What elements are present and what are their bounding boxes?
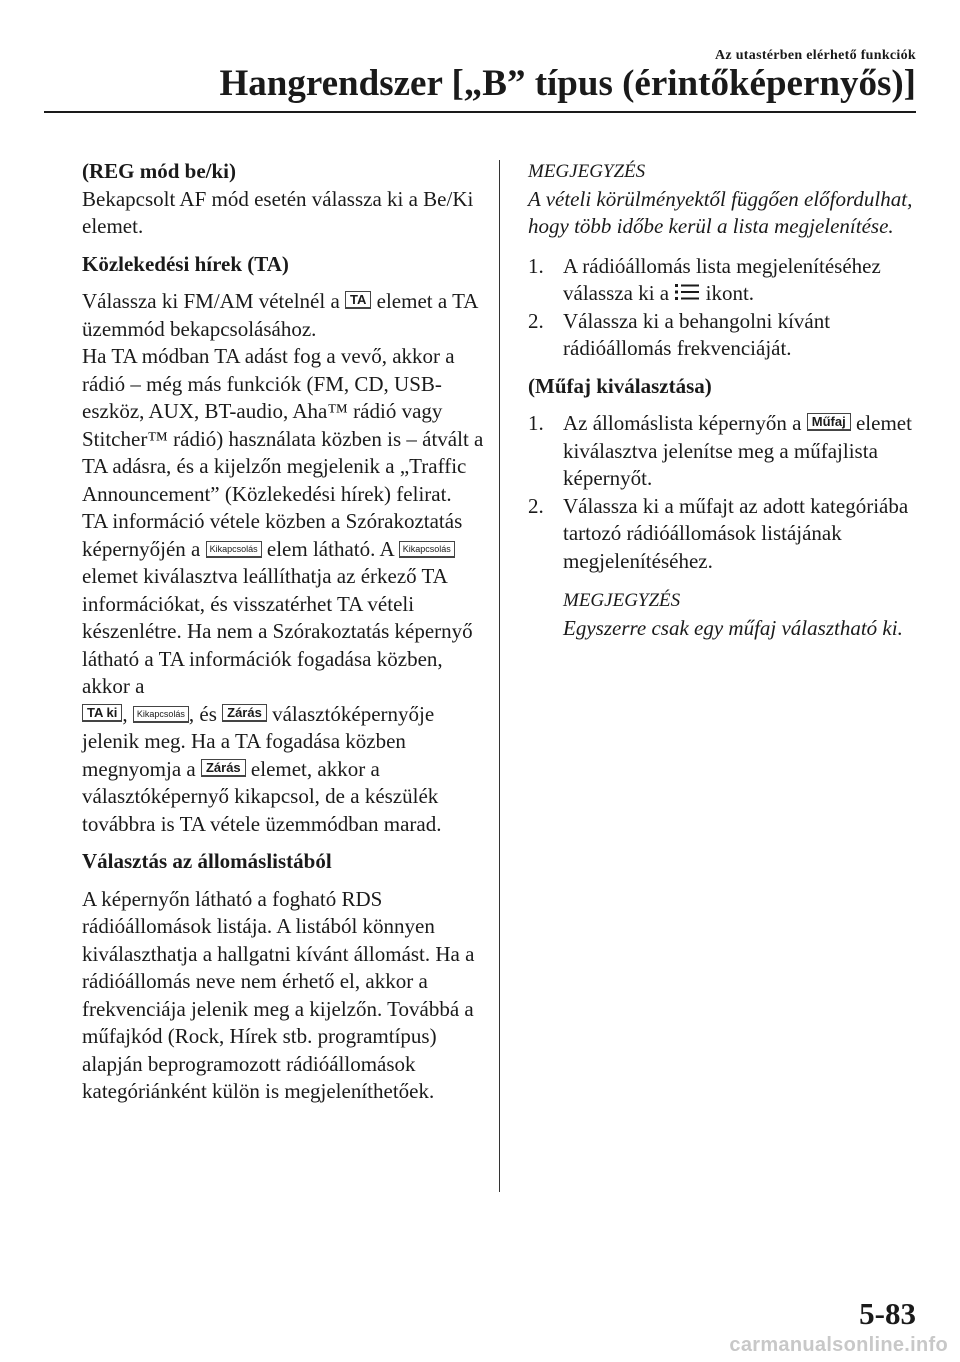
page-number: 5-83 — [859, 1296, 916, 1331]
step-number: 2. — [528, 493, 544, 518]
ta-off-button[interactable]: TA ki — [82, 704, 122, 722]
list-item — [528, 410, 920, 493]
separator: , — [122, 701, 128, 726]
step-number: 2. — [528, 308, 544, 333]
station-list-steps — [528, 253, 920, 363]
left-column — [82, 158, 486, 1106]
header-section-label: Az utastérben elérhető funkciók — [715, 48, 916, 63]
step-text: elemet kiválasztva jelenítse meg a műfajlista képernyőt. — [563, 411, 912, 490]
step-text: Válassza ki a műfajt az adott kategóriába tartozó rádióállomások listájának megjelenítéséhez. — [563, 493, 909, 573]
ta-paragraph-3 — [82, 508, 486, 838]
station-list-heading: Választás az állomáslistából — [82, 849, 332, 873]
note-text: A vételi körülményektől függően előfordulhat, hogy több időbe kerül a lista megjelenítése. — [528, 186, 913, 238]
ta-p3-text-a: TA információ vétele közben a Szórakoztatás képernyőjén a — [82, 509, 463, 561]
genre-button[interactable]: Műfaj — [807, 413, 851, 431]
reg-mode-text: Bekapcsolt AF mód esetén válassza ki a Be/Ki elemet. — [82, 186, 474, 238]
note-heading: MEGJEGYZÉS — [528, 161, 646, 182]
right-column — [528, 158, 920, 642]
station-list-text: A képernyőn látható a fogható RDS rádióállomások listája. A listából könnyen kiválaszthatja a hallgatni kívánt állomást. Ha a rádióállomás neve nem érhető el, akkor a frekvenciája jelenik meg a kijelzőn. Továbbá a műfajkód (Rock, Hírek stb. programtípus) alapján beprogramozott rádióállomások kategóriánként külön is megjeleníthetőek. — [82, 886, 475, 1103]
off-button[interactable]: Kikapcsolás — [399, 541, 455, 558]
note-heading: MEGJEGYZÉS — [563, 590, 681, 611]
page-title: Hangrendszer [„B” típus (érintőképernyős)] — [219, 63, 916, 104]
separator: , és — [188, 701, 217, 726]
header-rule — [44, 111, 916, 113]
ta-button[interactable]: TA — [345, 291, 371, 309]
ta-p3-text-c: elemet kiválasztva leállíthatja az érkező TA információkat, és visszatérhet TA vételi készenlétre. Ha nem a Szórakoztatás képernyő látható a TA információk fogadása közben, akkor a — [82, 564, 473, 698]
ta-p3-text-e: elemet, akkor a választóképernyő kikapcsol, de a készülék továbbra is TA vétele üzemmódban marad. — [82, 756, 442, 836]
watermark: carmanualsonline.info — [729, 1334, 948, 1356]
ta-p3-text-b: elem látható. A — [266, 536, 394, 561]
step-text: Válassza ki a behangolni kívánt rádióállomás frekvenciáját. — [563, 308, 831, 360]
list-item — [528, 493, 920, 576]
note-text: Egyszerre csak egy műfaj választható ki. — [563, 615, 903, 640]
step-number: 1. — [528, 253, 544, 278]
column-divider — [499, 160, 500, 1192]
reg-mode-heading: (REG mód be/ki) — [82, 159, 237, 183]
ta-paragraph-1 — [82, 288, 486, 343]
close-button[interactable]: Zárás — [222, 704, 267, 722]
list-icon[interactable] — [674, 283, 700, 301]
ta-p1-text-a: Válassza ki FM/AM vételnél a — [82, 289, 340, 313]
close-button[interactable]: Zárás — [201, 759, 246, 777]
ta-paragraph-2: Ha TA módban TA adást fog a vevő, akkor a rádió – még más funkciók (FM, CD, USB-eszköz, AUX, BT-audio, Aha™ rádió vagy Stitcher™ rádió) használata közben is – átvált a TA adásra, és a kijelzőn megjelenik a „Traffic Announcement” (Közlekedési hírek) felirat. — [82, 344, 484, 506]
traffic-announcement-heading: Közlekedési hírek (TA) — [82, 251, 289, 276]
list-item — [528, 253, 920, 308]
genre-steps — [528, 410, 920, 575]
step-text: A rádióállomás lista megjelenítéséhez válassza ki a — [563, 253, 881, 305]
step-text: ikont. — [705, 281, 755, 305]
step-number: 1. — [528, 411, 544, 435]
ta-p3-text-d: választóképernyője jelenik meg. Ha a TA fogadása közben megnyomja a — [82, 701, 435, 781]
genre-selection-heading: (Műfaj kiválasztása) — [528, 373, 712, 398]
list-item — [528, 308, 920, 363]
note-block — [528, 587, 920, 642]
ta-p1-text-b: elemet a TA üzemmód bekapcsolásához. — [82, 289, 478, 341]
off-button[interactable]: Kikapcsolás — [133, 706, 189, 723]
off-button[interactable]: Kikapcsolás — [206, 541, 262, 558]
step-text: Az állomáslista képernyőn a — [563, 411, 802, 435]
